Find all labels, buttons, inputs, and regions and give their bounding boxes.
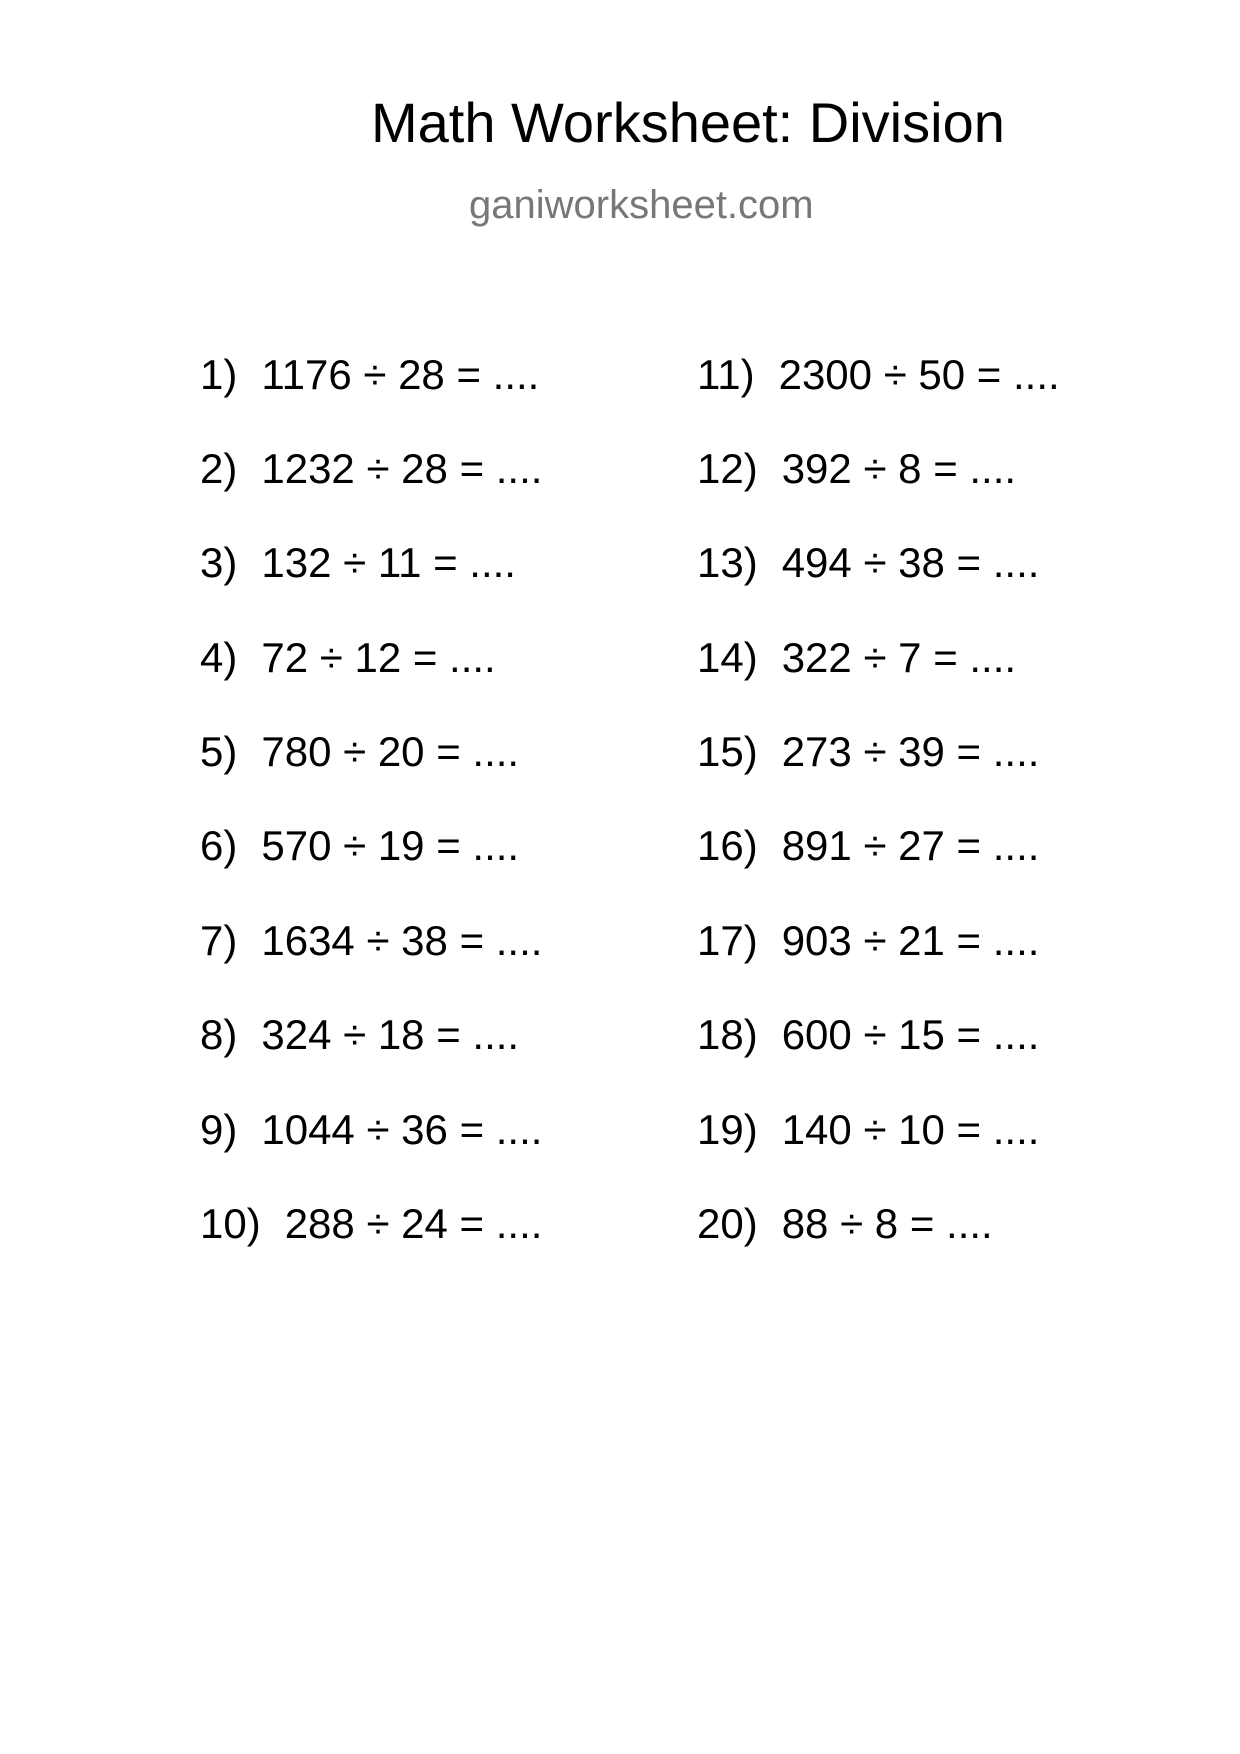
problem-number: 14) (697, 634, 758, 681)
problem-number: 6) (200, 822, 238, 869)
problem-number: 9) (200, 1106, 238, 1153)
problem-7 (200, 917, 543, 964)
problem-expression: 392 ÷ 8 = .... (781, 445, 1017, 492)
problem-number: 16) (697, 822, 758, 869)
problem-13 (697, 539, 1040, 586)
problem-number: 12) (697, 445, 758, 492)
problem-number: 5) (200, 728, 238, 775)
problem-4 (200, 634, 496, 681)
problem-expression: 1176 ÷ 28 = .... (261, 351, 540, 398)
problem-number: 19) (697, 1106, 758, 1153)
problem-number: 15) (697, 728, 758, 775)
problem-2 (200, 445, 543, 492)
problem-number: 11) (697, 351, 755, 398)
problem-number: 20) (697, 1200, 758, 1247)
problem-expression: 2300 ÷ 50 = .... (778, 351, 1060, 398)
problem-number: 8) (200, 1011, 238, 1058)
problem-number: 7) (200, 917, 238, 964)
problem-10 (200, 1200, 543, 1247)
problem-expression: 1634 ÷ 38 = .... (261, 917, 543, 964)
problem-5 (200, 728, 520, 775)
problem-expression: 570 ÷ 19 = .... (261, 822, 520, 869)
problem-14 (697, 634, 1017, 681)
problem-expression: 891 ÷ 27 = .... (781, 822, 1040, 869)
problem-number: 17) (697, 917, 758, 964)
problem-number: 4) (200, 634, 238, 681)
worksheet-website: ganiworksheet.com (469, 183, 814, 227)
problem-expression: 140 ÷ 10 = .... (781, 1106, 1040, 1153)
problem-1 (200, 351, 540, 398)
problem-expression: 322 ÷ 7 = .... (781, 634, 1017, 681)
problem-9 (200, 1106, 543, 1153)
problem-expression: 600 ÷ 15 = .... (781, 1011, 1040, 1058)
problem-expression: 780 ÷ 20 = .... (261, 728, 520, 775)
problem-number: 2) (200, 445, 238, 492)
problem-number: 10) (200, 1200, 261, 1247)
problem-expression: 132 ÷ 11 = .... (261, 539, 516, 586)
problem-17 (697, 917, 1040, 964)
problem-expression: 324 ÷ 18 = .... (261, 1011, 520, 1058)
problem-20 (697, 1200, 993, 1247)
problem-expression: 903 ÷ 21 = .... (781, 917, 1040, 964)
problem-15 (697, 728, 1040, 775)
worksheet-title: Math Worksheet: Division (371, 91, 1005, 154)
problem-19 (697, 1106, 1040, 1153)
problem-expression: 288 ÷ 24 = .... (284, 1200, 543, 1247)
problem-number: 13) (697, 539, 758, 586)
problem-expression: 494 ÷ 38 = .... (781, 539, 1040, 586)
problem-expression: 72 ÷ 12 = .... (261, 634, 496, 681)
problem-11 (697, 351, 1060, 398)
problem-3 (200, 539, 516, 586)
problem-expression: 273 ÷ 39 = .... (781, 728, 1040, 775)
problem-8 (200, 1011, 520, 1058)
problem-number: 3) (200, 539, 238, 586)
problem-16 (697, 822, 1040, 869)
problem-6 (200, 822, 520, 869)
problem-number: 18) (697, 1011, 758, 1058)
problem-12 (697, 445, 1017, 492)
problem-number: 1) (200, 351, 238, 398)
problem-expression: 1232 ÷ 28 = .... (261, 445, 543, 492)
problem-expression: 88 ÷ 8 = .... (781, 1200, 993, 1247)
problem-expression: 1044 ÷ 36 = .... (261, 1106, 543, 1153)
problem-18 (697, 1011, 1040, 1058)
